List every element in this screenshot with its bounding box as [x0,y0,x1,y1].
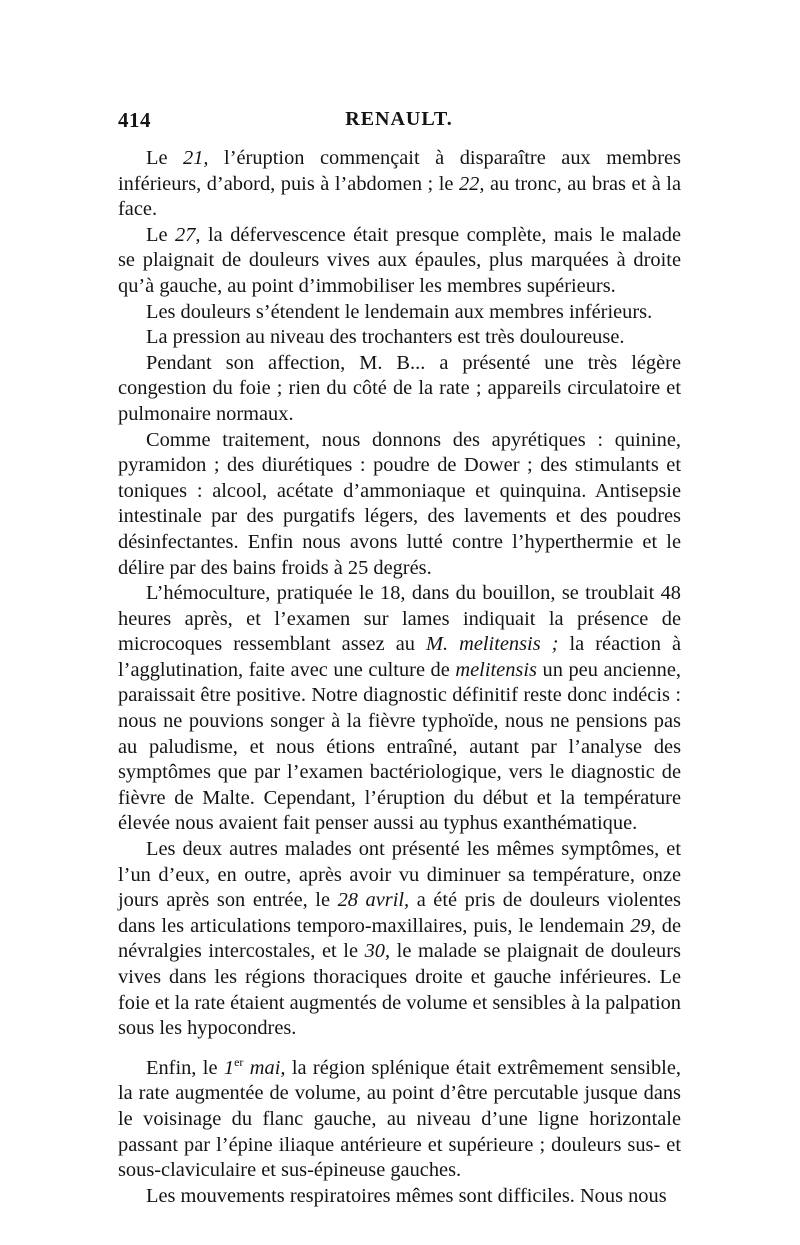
italic-text: 22, [458,172,485,195]
text-segment: de névralgies intercostales, et le [118,914,681,963]
italic-text: M. melitensis ; [425,633,559,656]
text-segment: le malade se plaignait de douleurs vives dans les régions thoraciques droite et gauche inférieures. Le foie et la rate étaient augmentés de volume et sensibles à la palpation sous les hypocondres. [118,940,681,1040]
text-segment: Pendant son affection, M. B... a présenté une très légère congestion du foie ; rien du côté de la rate ; appareils circulatoire et pulmonaire normaux. [118,351,681,425]
text-segment: la région splénique était extrêmement sensible, la rate augmentée de volume, au point d’être percutable jusque dans le voisinage du flanc gauche, au niveau d’une ligne horizontale passant par l’épine iliaque antérieure et supérieure ; douleurs sus- et sous-claviculaire et sus-épineuse gauches. [118,1056,681,1182]
italic-text: 21, [183,147,209,169]
italic-text: melitensis [455,658,537,681]
paragraph [118,325,681,351]
text-segment: Le [146,223,175,246]
italic-text: 30, [364,940,391,963]
text-segment: Enfin, le [146,1056,224,1079]
text-segment: Comme traitement, nous donnons des apyrétiques : quinine, pyramidon ; des diurétiques : poudre de Dower ; des stimulants et toniques : alcool, acétate d’ammoniaque et quinquina. Antisepsie intestinale par des purgatifs légers, des lavements et des poudres désinfectantes. Enfin nous avons lutté contre l’hyperthermie et le délire par des bains froids à 25 degrés. [118,428,681,579]
paragraph [118,146,681,223]
text-segment: a été pris de douleurs violentes dans les articulations temporo-maxillaires, puis, le lendemain [118,889,681,937]
paragraph [118,223,681,300]
italic-text: mai, [243,1056,286,1079]
paragraph [118,1184,681,1210]
paragraph [118,428,681,582]
italic-text: 29, [630,914,656,937]
page-header [118,108,680,136]
paragraph [118,351,681,428]
paragraph [118,581,681,837]
page-number: 414 [118,108,151,132]
text-segment: La pression au niveau des trochanters est très douloureuse. [146,326,625,349]
italic-text: 1 [223,1056,235,1079]
text-segment: la défervescence était presque complète, mais le malade se plaignait de douleurs vives aux épaules, plus marquées à droite qu’à gauche, au point d’immobiliser les membres supérieurs. [118,223,681,297]
italic-text: 28 avril, [337,889,410,912]
text-segment: Les mouvements respiratoires mêmes sont difficiles. Nous nous [146,1184,667,1207]
text-segment: au tronc, au bras et à la face. [118,172,681,221]
text-segment: l’éruption commençait à disparaître aux membres inférieurs, d’abord, puis à l’abdomen ; le [118,147,681,195]
body-text [118,146,681,1209]
paragraph [118,837,681,1042]
italic-text: 27, [175,223,201,246]
text-segment: L’hémoculture, pratiquée le 18, dans du bouillon, se troublait 48 heures après, et l’examen sur lames indiquait la présence de microcoques ressemblant assez au [118,582,681,656]
paragraph [118,1056,681,1184]
italic-text: er [234,1054,244,1069]
text-segment: la réaction à l’agglutination, faite avec une culture de [118,633,682,681]
text-segment: un peu ancienne, paraissait être positive. Notre diagnostic définitif reste donc indécis : nous ne pouvions songer à la fièvre typhoïde, nous ne pensions pas au paludisme, et nous étions entraîné, autant par l’analyse des symptômes que par l’examen bactériologique, vers le diagnostic de fièvre de Malte. Cependant, l’éruption du début et la température élevée nous avaient fait penser aussi au typhus exanthématique. [118,658,681,835]
text-segment: Le [146,147,184,169]
text-segment: Les douleurs s’étendent le lendemain aux membres inférieurs. [146,300,653,323]
running-head: RENAULT. [345,108,453,130]
text-segment: Les deux autres malades ont présenté les mêmes symptômes, et l’un d’eux, en outre, après avoir vu diminuer sa température, onze jours après son entrée, le [118,838,681,912]
paragraph [118,300,681,326]
